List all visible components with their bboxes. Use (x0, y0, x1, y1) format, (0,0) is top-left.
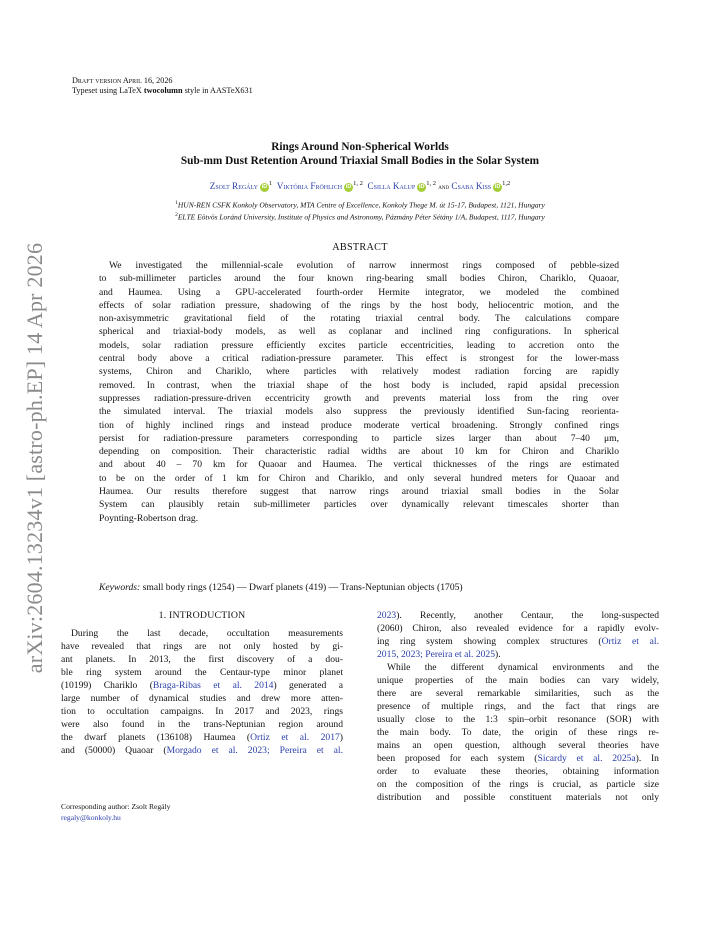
abstract-line: suppresses radiation-pressure-driven eccentricity growth and prevents material loss from the ring over (99, 392, 619, 404)
orcid-icon[interactable]: iD (418, 184, 425, 190)
abstract-line: and Haumea. Using a GPU-accelerated fourth-order Hermite integrator, we modeled the combined (99, 286, 619, 298)
orcid-icon[interactable]: iD (494, 184, 501, 190)
abstract-line: We investigated the millennial-scale evolution of narrow innermost rings composed of pebble-sized (109, 260, 619, 271)
body-text-line: (2060) Chiron, also revealed evidence for a rapidly evolv- (377, 623, 659, 634)
abstract-line: systems, Chiron and Chariklo, where particles with relatively modest radiation forcing are rapidly (99, 366, 619, 378)
citation-link[interactable]: Ortiz et al. (601, 636, 659, 647)
email-link[interactable]: regaly@konkoly.hu (61, 813, 121, 822)
typeset-line: Typeset using LaTeX twocolumn style in AASTeX631 (72, 86, 253, 95)
abstract-line: central body above a critical radiation-pressure parameter. This effect is strongest for the lower-mass (99, 353, 619, 365)
abstract-line: Poynting-Robertson drag. (99, 512, 199, 524)
body-text-line: mains an open question, although several theories have (377, 740, 659, 751)
body-text-line: large number of dynamical studies and drew more atten- (61, 693, 343, 704)
abstract-line: spherical and triaxial-body models, as well as coplanar and inclined ring configurations. In spherical (99, 326, 619, 338)
body-text-line: tion to occultation campaigns. In 2017 and 2023, rings (61, 706, 343, 717)
abstract-line: System can plausibly retain sub-millimeter particles over dynamically relevant timescales shorter than (99, 499, 619, 511)
corresponding-author-footnote: Corresponding author: Zsolt Regály regaly@konkoly.hu (61, 802, 171, 822)
affiliation-1: $^1$HUN-REN CSFK Konkoly Observatory, MTA Centre of Excellence, Konkoly Thege M. út 15-17, Budapest, 1121, Hungary (175, 200, 545, 210)
abstract-line: to sub-millimeter particles around the four known ring-bearing small bodies Chiron, Chariklo, Quaoar, (99, 273, 619, 285)
abstract-line: Haumea. Our results therefore suggest that narrow rings around triaxial small bodies in the Solar (99, 486, 619, 498)
abstract-line: and about 40 – 70 km for Quaoar and Haumea. The vertical thicknesses of the rings are estimated (99, 459, 619, 471)
arxiv-identifier-text: arXiv:2604.13234v1 [astro-ph.EP] 14 Apr 2026 (22, 242, 48, 674)
author-link[interactable]: Csaba Kiss (451, 181, 492, 191)
body-text-line: ble ring system around the Centaur-type minor planet (61, 667, 343, 678)
keywords-line: Keywords: small body rings (1254) — Dwarf planets (419) — Trans-Neptunian objects (1705) (99, 582, 463, 593)
abstract-body (99, 259, 619, 525)
paper-title (72, 140, 648, 168)
abstract-line: models, solar radiation pressure efficiently excites particle eccentricities, leading to accretion onto the (99, 339, 619, 351)
abstract-line: effects of solar radiation pressure, shadowing of the rings by the host body, heliocentric motion, and the (99, 299, 619, 311)
body-text-line: have revealed that rings are not only hosted by gi- (61, 641, 343, 652)
body-text-line: During the last decade, occultation measurements (71, 628, 343, 639)
arxiv-identifier-stamp (20, 233, 50, 683)
body-text-line: distribution and possible constituent materials not only (377, 792, 659, 803)
body-text-line: the main body. To date, the origin of these rings re- (377, 727, 659, 738)
abstract-line: to be on the order of 1 km for Chiron and Chariklo, and only several hundred meters for Quaoar and (99, 472, 619, 484)
body-text-line: While the different dynamical environments and the (387, 662, 659, 673)
orcid-icon[interactable]: iD (345, 184, 352, 190)
citation-link[interactable]: Sicardy et al. 2025a (537, 753, 636, 764)
body-text-line: usually close to the 1:3 spin–orbit resonance (SOR) with (377, 714, 659, 725)
abstract-heading: ABSTRACT (332, 242, 388, 253)
body-text-line: been proposed for each system (Sicardy et al. 2025a). In (377, 753, 659, 764)
abstract-line: persist for radiation-pressure parameters corresponding to particle sizes larger than about 7–40 μm, (99, 432, 619, 444)
author-link[interactable]: Csilla Kalup (367, 181, 416, 191)
body-text-line: on the composition of the rings is crucial, as particle size (377, 779, 659, 790)
citation-link[interactable]: 2015, 2023; Pereira et al. 2025 (377, 649, 496, 660)
author-link[interactable]: Zsolt Regály (209, 181, 258, 191)
body-text-line: (10199) Chariklo (Braga-Ribas et al. 2014) generated a (61, 680, 343, 691)
abstract-line: removed. In contrast, when the triaxial shape of the host body is included, rapid apsidal precession (99, 379, 619, 391)
author-link[interactable]: Viktória Fröhlich (276, 181, 343, 191)
body-text-line: were also found in the trans-Neptunian region around (61, 719, 343, 730)
left-column (61, 609, 343, 757)
affiliation-2: $^2$ELTE Eötvös Loránd University, Institute of Physics and Astronomy, Pázmány Péter Sétány 1/A, Budapest, 1117, Hungary (175, 212, 545, 222)
title-line-1: Rings Around Non-Spherical Worlds (271, 141, 449, 153)
body-text-line: 2015, 2023; Pereira et al. 2025). (377, 649, 501, 660)
abstract-line: depending on composition. Their characteristic radial widths are about 10 km for Chiron and Chariklo (99, 446, 619, 458)
citation-link[interactable]: 2023 (377, 610, 397, 621)
body-text-line: there are several remarkable similarities, such as the (377, 688, 659, 699)
abstract-line: non-axisymmetric gravitational field of the rotating triaxial central body. The calculations compare (99, 313, 619, 325)
citation-link[interactable]: Ortiz et al. 2017 (250, 732, 340, 743)
orcid-icon[interactable]: iD (261, 184, 268, 190)
body-text-line: the dwarf planets (136108) Haumea (Ortiz et al. 2017) (61, 732, 343, 743)
body-text-line: and (50000) Quaoar (Morgado et al. 2023; Pereira et al. (61, 745, 343, 756)
abstract-line: the simulated interval. The triaxial models also suppress the previously identified Sun-facing reorienta- (99, 406, 619, 418)
title-line-2: Sub-mm Dust Retention Around Triaxial Small Bodies in the Solar System (180, 155, 540, 167)
abstract-line: tion of highly inclined rings and instead produce moderate vertical broadening. Strongly confined rings (99, 419, 619, 431)
section-heading-introduction: 1. INTRODUCTION (158, 610, 246, 621)
citation-link[interactable]: Braga-Ribas et al. 2014 (152, 680, 274, 691)
author-list: Zsolt Regály iD $^1$ Viktória Fröhlich iD $^{1, 2}$ Csilla Kalup iD $^{1, 2}$ and Csaba Kiss iD $^{1,2}$ (209, 180, 511, 191)
body-text-line: presence of multiple rings, and the fact that rings are (377, 701, 659, 712)
body-text-line: 2023). Recently, another Centaur, the long-suspected (377, 610, 659, 621)
citation-link[interactable]: Morgado et al. 2023; Pereira et al. (166, 745, 343, 756)
draft-version-line: Draft version April 16, 2026 (72, 76, 173, 85)
body-text-line: unique properties of the main bodies can vary widely, (377, 675, 659, 686)
body-text-line: ant planets. In 2013, the first discovery of a dou- (61, 654, 343, 665)
body-text-line: order to evaluate these theories, obtaining information (377, 766, 659, 777)
body-text-line: ing ring system showing complex structures (Ortiz et al. (377, 636, 659, 647)
right-column (377, 609, 659, 804)
